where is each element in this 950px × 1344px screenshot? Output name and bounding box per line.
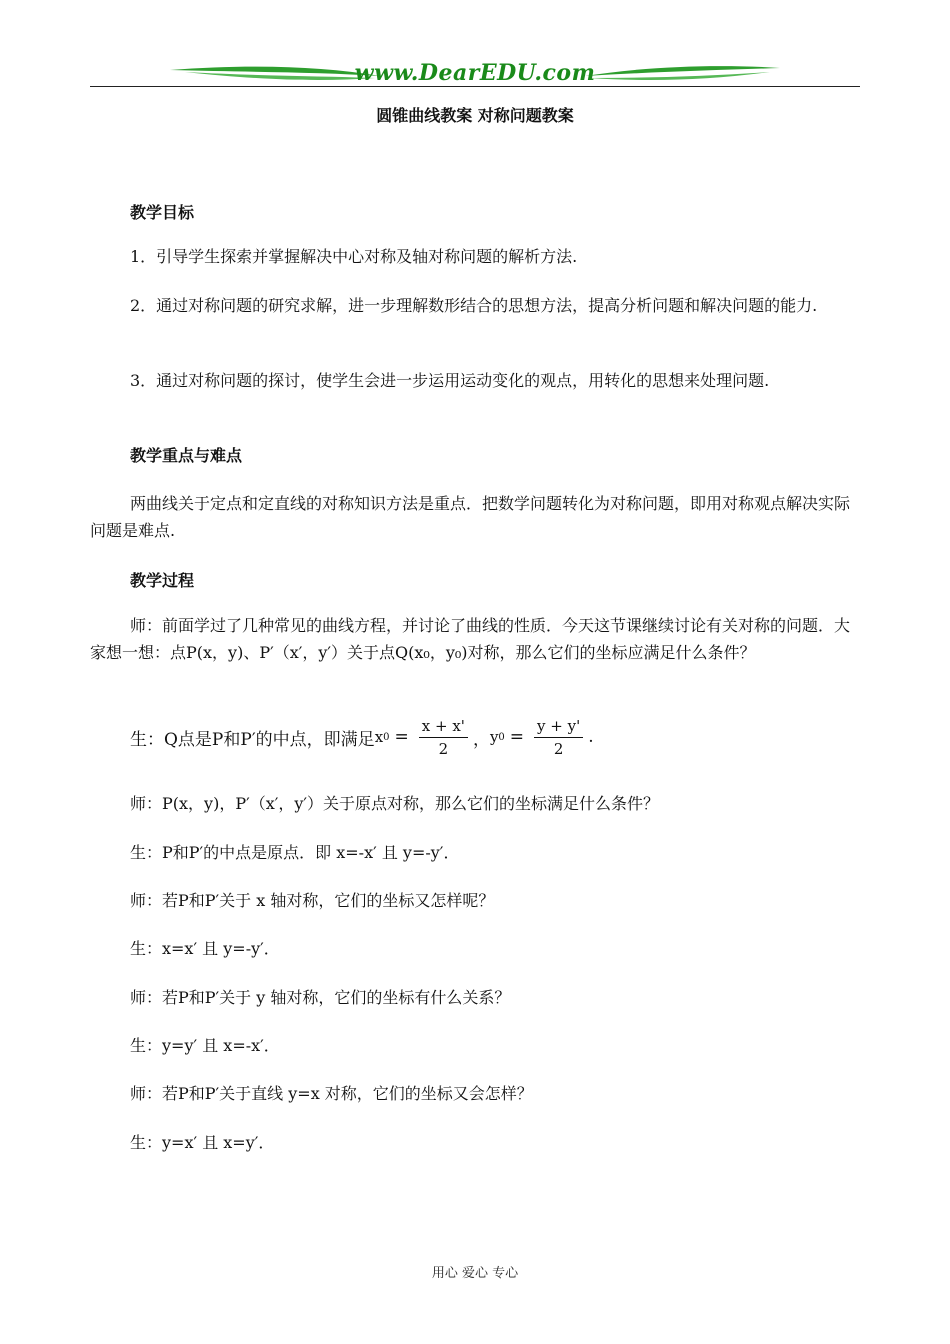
section-heading-key-points: 教学重点与难点 — [130, 446, 243, 465]
fraction-y — [534, 717, 583, 758]
fraction-x — [419, 717, 468, 758]
dialogue-line: 师：若P和P′关于 x 轴对称，它们的坐标又怎样呢？ — [130, 891, 495, 910]
formula-equals-x: = — [394, 727, 409, 747]
process-intro-text: 师：前面学过了几种常见的曲线方程，并讨论了曲线的性质．今天这节课继续讨论有关对称的问题．大家想一想：点P(x，y)、P′（x′，y′）关于点Q(x₀，y₀)对称，那么它们的坐标应满足什么条件？ — [90, 616, 851, 662]
paragraph-key-points — [90, 490, 860, 544]
paragraph-goal-3 — [90, 367, 860, 394]
header-rule — [90, 86, 860, 87]
fraction-y-numerator: y + y' — [534, 717, 583, 738]
dialogue-line: 生：y=x′ 且 x=y′． — [130, 1133, 275, 1152]
dialogue-line: 师：若P和P′关于直线 y=x 对称，它们的坐标又会怎样？ — [130, 1084, 533, 1103]
document-title: 圆锥曲线教案 对称问题教案 — [376, 106, 574, 125]
fraction-x-denominator: 2 — [438, 739, 449, 758]
formula-y-var: y — [489, 728, 499, 746]
dialogue-line: 师：P(x，y)，P′（x′，y′）关于原点对称，那么它们的坐标满足什么条件？ — [130, 794, 660, 813]
goal-3-text: 3．通过对称问题的探讨，使学生会进一步运用运动变化的观点，用转化的思想来处理问题. — [130, 371, 770, 390]
formula-end: . — [588, 727, 594, 747]
midpoint-formula — [130, 712, 594, 762]
dialogue-line: 生：y=y′ 且 x=-x′． — [130, 1036, 280, 1055]
formula-x-var: x — [374, 728, 384, 746]
formula-separator: ， — [472, 729, 490, 750]
paragraph-goal-2 — [90, 292, 860, 319]
section-heading-process: 教学过程 — [130, 571, 195, 590]
fraction-y-denominator: 2 — [553, 739, 564, 758]
dialogue-line: 师：若P和P′关于 y 轴对称，它们的坐标有什么关系？ — [130, 988, 511, 1007]
formula-x-sub: 0 — [383, 731, 390, 743]
section-heading-goals: 教学目标 — [130, 203, 195, 222]
paragraph-process-intro — [90, 612, 860, 666]
fraction-x-numerator: x + x' — [419, 717, 468, 738]
goal-1-text: 1．引导学生探索并掌握解决中心对称及轴对称问题的解析方法. — [130, 247, 578, 266]
dialogue-line: 生：P和P′的中点是原点．即 x=-x′ 且 y=-y′． — [130, 843, 460, 862]
key-points-text: 两曲线关于定点和定直线的对称知识方法是重点．把数学问题转化为对称问题，即用对称观点解决实际问题是难点. — [90, 494, 851, 540]
formula-y-sub: 0 — [498, 731, 505, 743]
formula-prefix: 生：Q点是P和P′的中点，即满足 — [130, 729, 375, 750]
page-footer: 用心 爱心 专心 — [431, 1266, 519, 1281]
site-url[interactable]: www.DearEDU.com — [354, 60, 596, 86]
goal-2-text: 2．通过对称问题的研究求解，进一步理解数形结合的思想方法，提高分析问题和解决问题的能力. — [130, 296, 818, 315]
formula-equals-y: = — [509, 727, 525, 747]
paragraph-goal-1 — [90, 243, 860, 270]
dialogue-line: 生：x=x′ 且 y=-y′． — [130, 939, 280, 958]
